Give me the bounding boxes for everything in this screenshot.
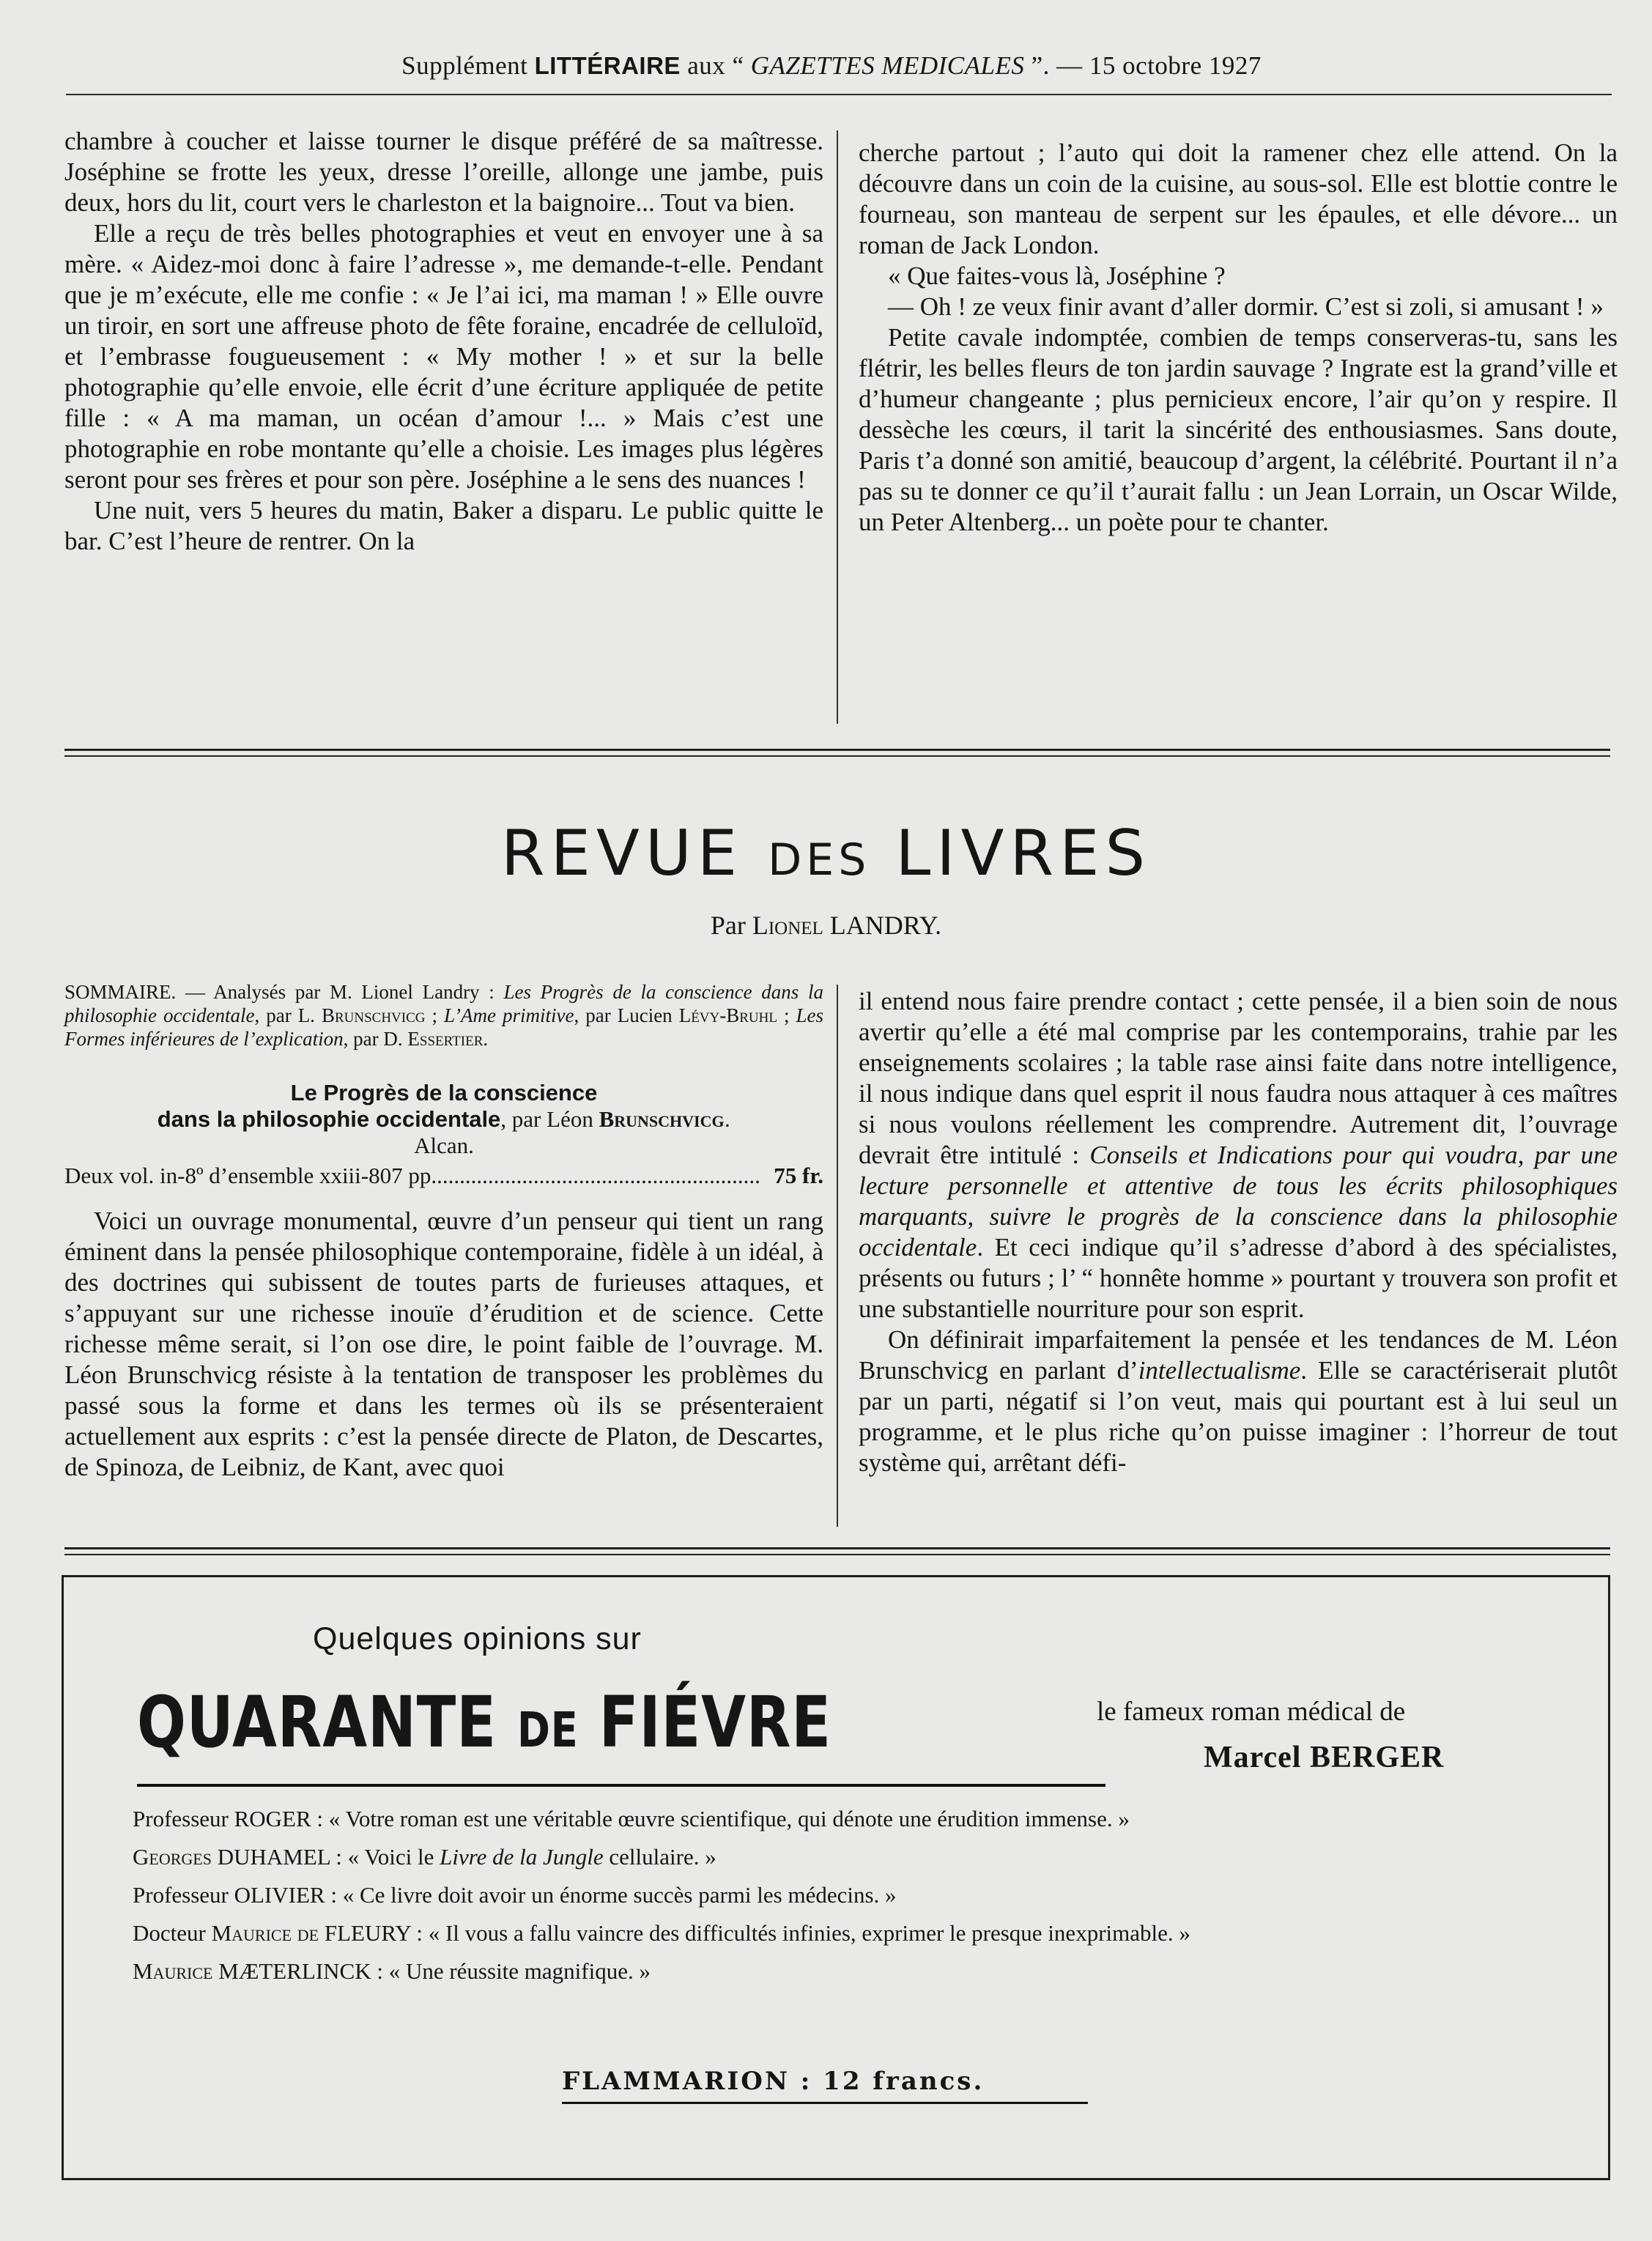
- running-header: [66, 51, 1597, 81]
- article-paragraph: « Que faites-vous là, Joséphine ?: [888, 262, 1226, 290]
- sommaire-sep-2: ;: [777, 1004, 796, 1026]
- column-divider: [837, 985, 838, 1527]
- advert-title-de: DE: [517, 1702, 579, 1758]
- quote-author-sc: Maurice de: [211, 1920, 319, 1946]
- article-paragraph: Une nuit, vers 5 heures du matin, Baker a disparu. Le public quitte le bar. C’est l’heure de rentrer. On la: [64, 496, 823, 555]
- quote-author-sc: Maurice: [133, 1958, 213, 1984]
- book-title-line-1: Le Progrès de la conscience: [290, 1080, 598, 1105]
- header-date: ”. — 15 octobre 1927: [1024, 51, 1262, 80]
- section-double-rule: [64, 749, 1610, 757]
- advert-publisher-rule: [562, 2102, 1088, 2104]
- review-paragraph: [859, 1325, 1618, 1478]
- byline-first-name: Lionel: [752, 911, 823, 940]
- book-title: [64, 1080, 823, 1159]
- review-text: il entend nous faire prendre contact ; cette pensée, il a bien soin de nous avertir qu’elle a été mal comprise par les contemporains, trahie par les enseignements scolaires ; la table rase ainsi faite dans notre intelligence, il nous indique dans quel esprit il nous faudra nous attaquer à ces maîtres si nous voulons réellement les comprendre. Autrement dit, l’ouvrage devrait être intitulé :: [859, 987, 1618, 1169]
- quote-text: : « Ce livre doit avoir un énorme succès parmi les médecins. »: [325, 1882, 897, 1908]
- advert-book-title: [137, 1681, 831, 1763]
- byline-surname: LANDRY.: [823, 911, 942, 940]
- book-title-author: Brunschvicg: [599, 1106, 725, 1132]
- book-publisher: Alcan.: [414, 1133, 474, 1158]
- advert-quote: [133, 1882, 1590, 1920]
- byline: [0, 910, 1652, 941]
- advert-title-rule: [137, 1784, 1105, 1787]
- book-title-end: .: [724, 1106, 731, 1132]
- review-left-column: [64, 980, 823, 1483]
- sommaire-end: .: [483, 1028, 489, 1050]
- article-paragraph: cherche partout ; l’auto qui doit la ramener chez elle attend. On la découvre dans un coin de la cuisine, au sous-sol. Elle est blottie contre le fourneau, son manteau de serpent sur les épaules, et elle dévore... un roman de Jack London.: [859, 138, 1618, 259]
- advert-quote: [133, 1920, 1590, 1958]
- article-left-column: [64, 126, 823, 557]
- advert-title-quarante: QUARANTE: [137, 1681, 497, 1763]
- header-mid: aux “: [680, 51, 751, 80]
- review-paragraph: Voici un ouvrage monumental, œuvre d’un penseur qui tient un rang éminent dans la pensée philosophique contemporaine, fidèle à un idéal, à des doctrines qui subissent de toutes parts de furieuses attaques, et s’appuyant sur une richesse inouïe d’érudition et de science. Cette richesse même serait, si l’on ose dire, le point faible de l’ouvrage. M. Léon Brunschvicg résiste à la tentation de transposer les problèmes du passé sous la forme et dans les termes où ils se présenteraient actuellement aux esprits : c’est la pensée directe de Platon, de Descartes, de Spinoza, de Leibniz, de Kant, avec quoi: [64, 1207, 823, 1481]
- advert-publisher-line: FLAMMARION : 12 francs.: [562, 2067, 985, 2096]
- advert-title-fievre: FIÉVRE: [599, 1681, 831, 1763]
- byline-par: Par: [710, 911, 752, 940]
- book-edition: Deux vol. in-8º d’ensemble xxiii-807 pp: [64, 1163, 431, 1188]
- sommaire-author-2: Lévy-Bruhl: [678, 1004, 777, 1026]
- header-pre: Supplément: [401, 51, 535, 80]
- sommaire-book-2: L’Ame primitive: [444, 1004, 574, 1026]
- price-dots: ..........................................................: [431, 1163, 760, 1188]
- section-double-rule: [64, 1547, 1610, 1555]
- section-title-revue: REVUE: [500, 817, 744, 890]
- quote-author: Professeur ROGER: [133, 1806, 311, 1831]
- sommaire-by-2: , par Lucien: [574, 1004, 679, 1026]
- review-left-text: [64, 1206, 823, 1483]
- quote-author-surname: MÆTERLINCK: [212, 1958, 371, 1984]
- sommaire-author-3: Essertier: [407, 1028, 484, 1050]
- sommaire-by-1: , par L.: [254, 1004, 322, 1026]
- quote-italic: Livre de la Jungle: [440, 1844, 604, 1870]
- advert-box: [62, 1575, 1610, 2180]
- section-title-des: DES: [768, 834, 871, 886]
- quote-text: : « Il vous a fallu vaincre des difficultés infinies, exprimer le presque inexprimable. »: [410, 1920, 1190, 1946]
- review-text: On définirait imparfaitement la pensée et les tendances de M. Léon Brunschvicg en parlant d’: [859, 1325, 1618, 1385]
- book-price-line: [64, 1162, 823, 1190]
- review-right-column: [859, 986, 1618, 1478]
- review-text: . Elle se caractériserait plutôt par un parti, négatif si l’on veut, mais qui pourtant est à lui seul un programme, et le plus riche qu’on puisse imaginer : l’horreur de tout système qui, arrêtant défi-: [859, 1356, 1618, 1477]
- advert-tagline: le fameux roman médical de: [1097, 1697, 1406, 1727]
- book-price: 75 fr.: [774, 1163, 823, 1188]
- column-divider: [837, 130, 838, 724]
- advert-opinions-heading: Quelques opinions sur: [313, 1621, 642, 1656]
- advert-quote: [133, 1806, 1590, 1844]
- header-strong: LITTÉRAIRE: [534, 52, 681, 79]
- section-title-livres: LIVRES: [895, 817, 1152, 890]
- article-paragraph: — Oh ! ze veux finir avant d’aller dormir. C’est si zoli, si amusant ! »: [888, 292, 1604, 321]
- quote-author: Docteur: [133, 1920, 212, 1946]
- sommaire-label: SOMMAIRE. — Analysés par M. Lionel Landry :: [64, 981, 504, 1003]
- quote-author-surname: DUHAMEL: [211, 1844, 330, 1870]
- book-title-line-2: [64, 1106, 823, 1133]
- header-journal: GAZETTES MEDICALES: [750, 51, 1025, 80]
- sommaire-book-3: Les Formes inférieures de l’explication: [64, 1004, 824, 1050]
- quote-author-sc: Georges: [133, 1844, 212, 1870]
- book-title-main: dans la philosophie occidentale: [157, 1106, 501, 1132]
- quote-text: : « Voici le: [330, 1844, 440, 1870]
- advert-quote: [133, 1958, 1590, 1996]
- advert-author: Marcel BERGER: [1204, 1741, 1445, 1774]
- advert-quote: [133, 1844, 1590, 1882]
- advert-quotes: [133, 1806, 1590, 1996]
- review-italic-text: intellectualisme: [1138, 1356, 1301, 1385]
- review-italic-text: Conseils et Indications pour qui voudra, par une lecture personnelle et attentive de tous les écrits philosophiques marquants, suivre le progrès de la conscience dans la philosophie occidentale: [859, 1141, 1618, 1262]
- sommaire-by-3: , par D.: [343, 1028, 408, 1050]
- quote-author: Professeur OLIVIER: [133, 1882, 325, 1908]
- article-paragraph: chambre à coucher et laisse tourner le disque préféré de sa maîtresse. Joséphine se frotte les yeux, dresse l’oreille, allonge une jambe, puis deux, hors du lit, court vers le charleston et la baignoire... Tout va bien.: [64, 127, 823, 217]
- sommaire-sep-1: ;: [425, 1004, 445, 1026]
- sommaire: [64, 980, 823, 1051]
- book-title-by: , par Léon: [500, 1106, 599, 1132]
- quote-text: : « Votre roman est une véritable œuvre scientifique, qui dénote une érudition immense. »: [311, 1806, 1130, 1831]
- article-right-column: [859, 138, 1618, 538]
- article-paragraph: Elle a reçu de très belles photographies et veut en envoyer une à sa mère. « Aidez-moi donc à faire l’adresse », me demande-t-elle. Pendant que je m’exécute, elle me confie : « Je l’ai ici, ma maman ! » Elle ouvre un tiroir, en sort une affreuse photo de fête foraine, encadrée de celluloïd, et l’embrasse fougueusement : « My mother ! » et sur la belle photographie qu’elle envoie, elle écrit d’une écriture appliquée de petite fille : « A ma maman, un océan d’amour !... » Mais c’est une photographie en robe montante qu’elle a choisie. Les images plus légères seront pour ses frères et pour son père. Joséphine a le sens des nuances !: [64, 219, 823, 494]
- section-title: [0, 817, 1652, 890]
- review-paragraph: [859, 986, 1618, 1325]
- sommaire-author-1: Brunschvicg: [321, 1004, 426, 1026]
- review-text: . Et ceci indique qu’il s’adresse d’abord à des spécialistes, présents ou futurs ; l’ “ honnête homme » pourtant y trouvera son profit et une substantielle nourriture pour son esprit.: [859, 1233, 1618, 1323]
- sommaire-book-1: Les Progrès de la conscience dans la philosophie occidentale: [64, 981, 823, 1026]
- quote-author-surname: FLEURY: [319, 1920, 411, 1946]
- quote-text-end: cellulaire. »: [603, 1844, 716, 1870]
- header-rule: [66, 94, 1612, 95]
- article-paragraph: Petite cavale indomptée, combien de temps conserveras-tu, sans les flétrir, les belles fleurs de ton jardin sauvage ? Ingrate est la grand’ville et d’humeur changeante ; plus pernicieux encore, l’air qu’on y respire. Il dessèche les cœurs, il tarit la sincérité des enthousiasmes. Sans doute, Paris t’a donné son amitié, beaucoup d’argent, la célébrité. Pourtant il n’a pas su te donner ce qu’il t’aurait fallu : un Jean Lorrain, un Oscar Wilde, un Peter Altenberg... un poète pour te chanter.: [859, 323, 1618, 536]
- quote-text: : « Une réussite magnifique. »: [371, 1958, 651, 1984]
